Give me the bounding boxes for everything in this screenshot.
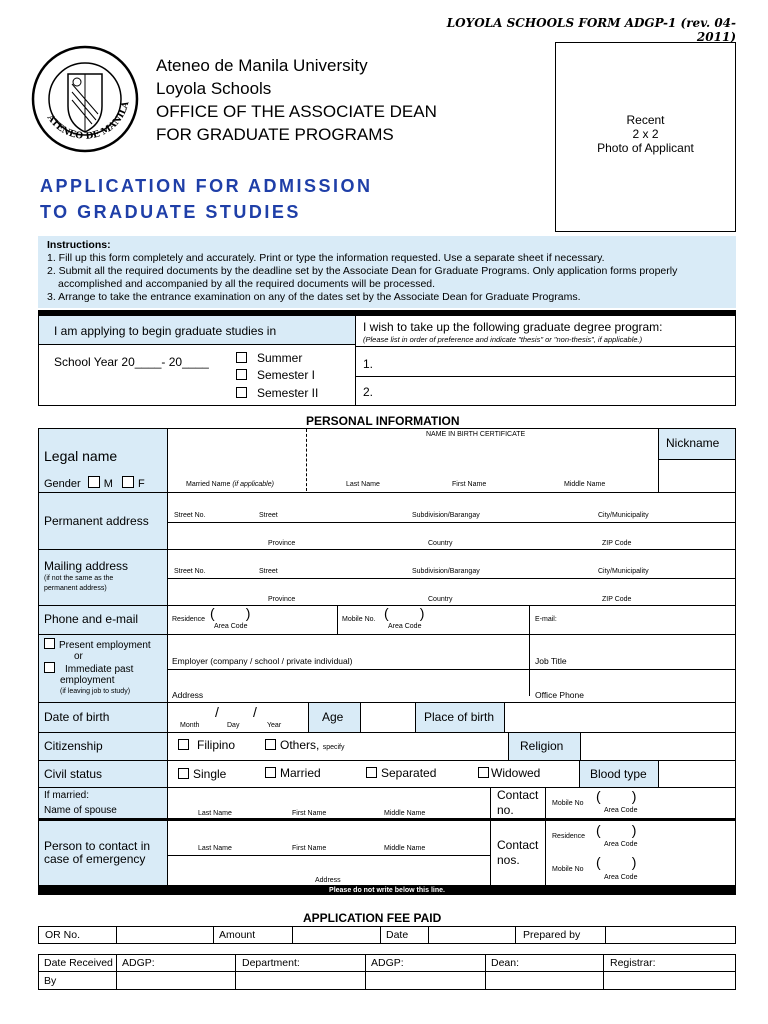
emergency-label: Person to contact in case of emergency [44,839,151,866]
date-received-label: Date Received [44,957,113,969]
separated-checkbox[interactable] [366,767,377,778]
spouse-mobile-label: Mobile No [552,800,584,807]
last-name-label: Last Name [346,481,380,488]
dob-year: Year [267,722,282,729]
instruction-2-cont: accomplished and accompanied by all the required documents will be processed. [58,278,436,290]
spouse-first: First Name [292,810,327,817]
photo-box-line1: Recent [626,113,665,127]
instructions-box [38,236,736,308]
sem2-checkbox[interactable] [236,387,247,398]
dob-slash-2: / [253,704,257,720]
first-name-label: First Name [452,481,487,488]
photo-box-line2: 2 x 2 [632,127,659,141]
mail-province: Province [268,596,296,603]
dob-day: Day [227,722,240,729]
emergency-contact-label: Contact nos. [497,838,539,867]
widowed-checkbox[interactable] [478,767,489,778]
instruction-2: 2. Submit all the required documents by the deadline set by the Associate Dean for Graduate Programs. Only application forms properly [47,265,678,277]
mobile-label: Mobile No. [342,616,376,623]
job-title-label: Job Title [535,656,567,666]
spouse-mobile-paren[interactable]: ( ) [596,788,637,804]
perm-zip: ZIP Code [602,540,632,547]
phone-email-label: Phone and e-mail [44,612,139,626]
blood-type-label: Blood type [590,767,647,781]
religion-label: Religion [520,739,564,753]
emergency-residence-area: Area Code [604,841,638,848]
perm-province: Province [268,540,296,547]
spouse-label: Name of spouse [44,805,117,816]
if-married-label: If married: [44,790,90,801]
form-title: APPLICATION FOR ADMISSION [40,176,373,196]
spouse-contact-label: Contact no. [497,788,539,817]
by-label: By [44,975,57,987]
instruction-1: 1. Fill up this form completely and accurately. Print or type the information requested. Use a separate sheet if necessary. [47,252,605,264]
citizenship-others[interactable]: Others, specify [265,738,345,752]
mail-street-no: Street No. [174,568,206,575]
svg-text:ATENEO DE MANILA: ATENEO DE MANILA [44,100,132,142]
spouse-area-code: Area Code [604,807,638,814]
email-label: E-mail: [535,616,557,623]
term-summer[interactable]: Summer [236,351,302,365]
permanent-address-label: Permanent address [44,514,149,528]
emergency-mobile-area: Area Code [604,874,638,881]
emergency-residence-label: Residence [552,833,586,840]
dob-month: Month [180,722,200,729]
birth-cert-label: NAME IN BIRTH CERTIFICATE [426,431,526,438]
mailing-address-label: Mailing address [44,559,129,573]
office-name: OFFICE OF THE ASSOCIATE DEAN [156,102,437,121]
gender-f-checkbox[interactable] [122,476,134,488]
nickname-label: Nickname [666,436,720,450]
employment-labels: Present employment or Immediate past employment (if leaving job to study) [44,638,151,697]
mailing-note-1: (if not the same as the [44,575,114,582]
legal-name-label: Legal name [44,448,118,464]
dob-slash-1: / [215,704,219,720]
mail-city: City/Municipality [598,568,649,575]
residence-paren[interactable]: ( ) [210,605,251,621]
dean-label: Dean: [491,957,520,969]
perm-street: Street [259,512,278,519]
age-label: Age [322,710,344,724]
mail-zip: ZIP Code [602,596,632,603]
begin-label: I am applying to begin graduate studies in [54,324,277,338]
dashed-divider [306,429,307,491]
pob-label: Place of birth [424,710,495,724]
instructions-heading: Instructions: [47,239,111,251]
do-not-write-bar: Please do not write below this line. [38,886,736,895]
emergency-residence-paren[interactable]: ( ) [596,822,637,838]
single-checkbox[interactable] [178,768,189,779]
married-checkbox[interactable] [265,767,276,778]
term-sem2[interactable]: Semester II [236,386,318,400]
status-single[interactable]: Single [178,767,226,781]
instruction-3: 3. Arrange to take the entrance examination on any of the dates set by the Associate Dean for Graduate Programs. [47,291,581,303]
photo-box[interactable] [555,42,736,232]
university-seal [30,44,140,154]
date-label: Date [386,929,409,941]
fee-title: APPLICATION FEE PAID [303,911,442,925]
department-label: Department: [242,957,300,969]
form-code: LOYOLA SCHOOLS FORM ADGP-1 (rev. 04-2011) [446,16,736,44]
program-note: (Please list in order of preference and indicate "thesis" or "non-thesis", if applicable.) [363,335,643,344]
emergency-middle: Middle Name [384,845,426,852]
perm-country: Country [428,540,453,547]
emergency-first: First Name [292,845,327,852]
emergency-mobile-paren[interactable]: ( ) [596,854,637,870]
others-checkbox[interactable] [265,739,276,750]
married-name-label: Married Name (if applicable) [186,481,274,488]
citizenship-label: Citizenship [44,739,103,753]
middle-name-label: Middle Name [564,481,606,488]
filipino-checkbox[interactable] [178,739,189,750]
mail-street: Street [259,568,278,575]
present-employment-checkbox[interactable] [44,638,55,649]
emergency-mobile-label: Mobile No [552,866,584,873]
program-choice-1[interactable]: 1. [363,357,374,371]
employer-label: Employer (company / school / private individual) [172,656,353,666]
adgp-label-2: ADGP: [371,957,404,969]
emergency-address: Address [315,877,341,884]
school-name: Loyola Schools [156,79,272,98]
emergency-last: Last Name [198,845,232,852]
program-choice-2[interactable]: 2. [363,385,374,399]
status-separated[interactable]: Separated [366,766,436,780]
school-year-field[interactable]: School Year 20____- 20____ [54,355,209,369]
office-name-line2: FOR GRADUATE PROGRAMS [156,125,394,144]
past-employment-checkbox[interactable] [44,662,55,673]
mail-subdivision: Subdivision/Barangay [412,568,480,575]
mobile-paren[interactable]: ( ) [384,605,425,621]
status-widowed[interactable]: Widowed [478,766,540,780]
gender-m-checkbox[interactable] [88,476,100,488]
perm-subdivision: Subdivision/Barangay [412,512,480,519]
registrar-label: Registrar: [610,957,656,969]
residence-area-code: Area Code [214,623,248,630]
citizenship-filipino[interactable]: Filipino [178,738,235,752]
mailing-note-2: permanent address) [44,585,107,592]
prepared-by-label: Prepared by [523,929,581,941]
mail-country: Country [428,596,453,603]
office-phone-label: Office Phone [535,690,584,700]
term-sem1[interactable]: Semester I [236,368,315,382]
spouse-thick-line [38,818,736,821]
civil-status-label: Civil status [44,767,103,781]
form-title-line2: TO GRADUATE STUDIES [40,202,301,222]
perm-street-no: Street No. [174,512,206,519]
dob-label: Date of birth [44,710,110,724]
amount-label: Amount [219,929,256,941]
mobile-area-code: Area Code [388,623,422,630]
personal-info-title: PERSONAL INFORMATION [306,414,460,428]
adgp-label-1: ADGP: [122,957,155,969]
summer-checkbox[interactable] [236,352,247,363]
spouse-middle: Middle Name [384,810,426,817]
employer-address-label: Address [172,690,204,700]
gender-label: Gender M F [44,478,145,490]
photo-box-line3: Photo of Applicant [597,141,694,155]
or-no-label: OR No. [45,929,81,941]
sem1-checkbox[interactable] [236,369,247,380]
spouse-last: Last Name [198,810,232,817]
perm-city: City/Municipality [598,512,649,519]
university-name: Ateneo de Manila University [156,56,368,75]
residence-label: Residence [172,616,206,623]
status-married[interactable]: Married [265,766,321,780]
program-label: I wish to take up the following graduate degree program: [363,320,663,334]
